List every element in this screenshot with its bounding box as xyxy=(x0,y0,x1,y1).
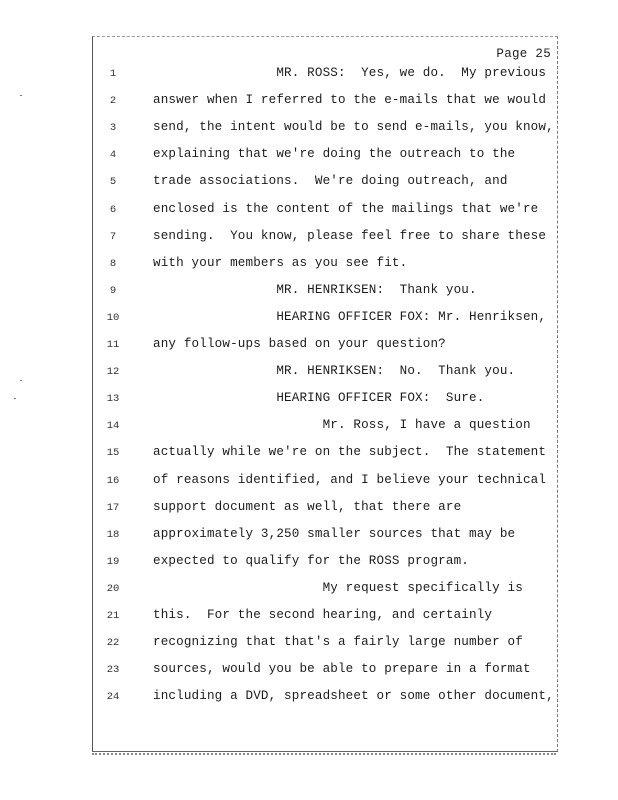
transcript-line xyxy=(93,635,557,655)
line-text: with your members as you see fit. xyxy=(153,255,408,270)
line-text: HEARING OFFICER FOX: Mr. Henriksen, xyxy=(153,309,547,324)
line-text: enclosed is the content of the mailings that we're xyxy=(153,201,539,216)
line-number: 19 xyxy=(106,555,120,568)
transcript-line xyxy=(93,581,557,601)
line-text: explaining that we're doing the outreach to the xyxy=(153,147,516,162)
scan-edge-artifact xyxy=(92,753,556,755)
line-text: of reasons identified, and I believe your technical xyxy=(153,472,547,487)
line-text: My request specifically is xyxy=(153,580,523,595)
line-number: 14 xyxy=(106,420,120,433)
transcript-line xyxy=(93,608,557,628)
line-text: sources, would you be able to prepare in a format xyxy=(153,662,531,677)
transcript-line xyxy=(93,418,557,438)
line-text: support document as well, that there are xyxy=(153,499,462,514)
transcript-line xyxy=(93,93,557,113)
line-number: 13 xyxy=(106,393,120,406)
line-number: 12 xyxy=(106,366,120,379)
line-number: 22 xyxy=(106,637,120,650)
line-number: 5 xyxy=(109,176,117,189)
line-number: 9 xyxy=(109,284,117,297)
line-text: MR. HENRIKSEN: No. Thank you. xyxy=(153,364,516,379)
line-number: 1 xyxy=(109,68,117,80)
transcript-line xyxy=(93,391,557,411)
line-number: 10 xyxy=(106,311,120,324)
transcript-line xyxy=(93,337,557,357)
scan-speck xyxy=(20,95,22,96)
page-number: Page 25 xyxy=(496,47,551,61)
line-number: 3 xyxy=(109,122,117,135)
transcript-line xyxy=(93,445,557,465)
transcript-line xyxy=(93,202,557,222)
line-number: 23 xyxy=(106,664,120,677)
line-text: expected to qualify for the ROSS program. xyxy=(153,553,470,568)
transcript-line xyxy=(93,662,557,682)
transcript-page xyxy=(92,36,558,752)
transcript-line xyxy=(93,473,557,493)
scan-speck xyxy=(20,380,22,381)
line-number: 4 xyxy=(109,149,117,162)
transcript-line xyxy=(93,310,557,330)
line-text: Mr. Ross, I have a question xyxy=(153,418,531,433)
transcript-line xyxy=(93,527,557,547)
line-number: 18 xyxy=(106,528,120,541)
line-number: 8 xyxy=(109,257,117,270)
transcript-line xyxy=(93,554,557,574)
transcript-line xyxy=(93,174,557,194)
line-text: any follow-ups based on your question? xyxy=(153,337,446,351)
line-number: 20 xyxy=(106,582,120,595)
line-number: 15 xyxy=(106,447,120,460)
transcript-line xyxy=(93,283,557,303)
line-text: including a DVD, spreadsheet or some other document, xyxy=(153,689,554,704)
line-text: this. For the second hearing, and certainly xyxy=(153,608,493,622)
transcript-line xyxy=(93,147,557,167)
line-text: approximately 3,250 smaller sources that may be xyxy=(153,526,516,541)
line-number: 6 xyxy=(109,203,117,216)
transcript-line xyxy=(93,229,557,249)
line-text: actually while we're on the subject. The statement xyxy=(153,445,547,460)
line-number: 2 xyxy=(109,95,117,108)
line-text: recognizing that that's a fairly large number of xyxy=(153,635,523,650)
line-number: 24 xyxy=(106,691,120,704)
line-text: trade associations. We're doing outreach, and xyxy=(153,174,508,189)
transcript-line xyxy=(93,500,557,520)
transcript-line xyxy=(93,66,557,86)
line-text: MR. ROSS: Yes, we do. My previous xyxy=(153,66,547,80)
transcript-line xyxy=(93,689,557,709)
transcript-line xyxy=(93,256,557,276)
line-text: answer when I referred to the e-mails that we would xyxy=(153,93,547,108)
line-text: send, the intent would be to send e-mails, you know, xyxy=(153,120,554,135)
line-number: 7 xyxy=(109,230,117,243)
scan-speck xyxy=(14,398,16,399)
line-text: sending. You know, please feel free to share these xyxy=(153,228,547,243)
line-number: 11 xyxy=(106,339,120,351)
line-number: 16 xyxy=(106,474,120,487)
line-number: 17 xyxy=(106,501,120,514)
transcript-line xyxy=(93,364,557,384)
line-text: HEARING OFFICER FOX: Sure. xyxy=(153,391,485,406)
transcript-line xyxy=(93,120,557,140)
line-text: MR. HENRIKSEN: Thank you. xyxy=(153,282,477,297)
line-number: 21 xyxy=(106,610,120,622)
